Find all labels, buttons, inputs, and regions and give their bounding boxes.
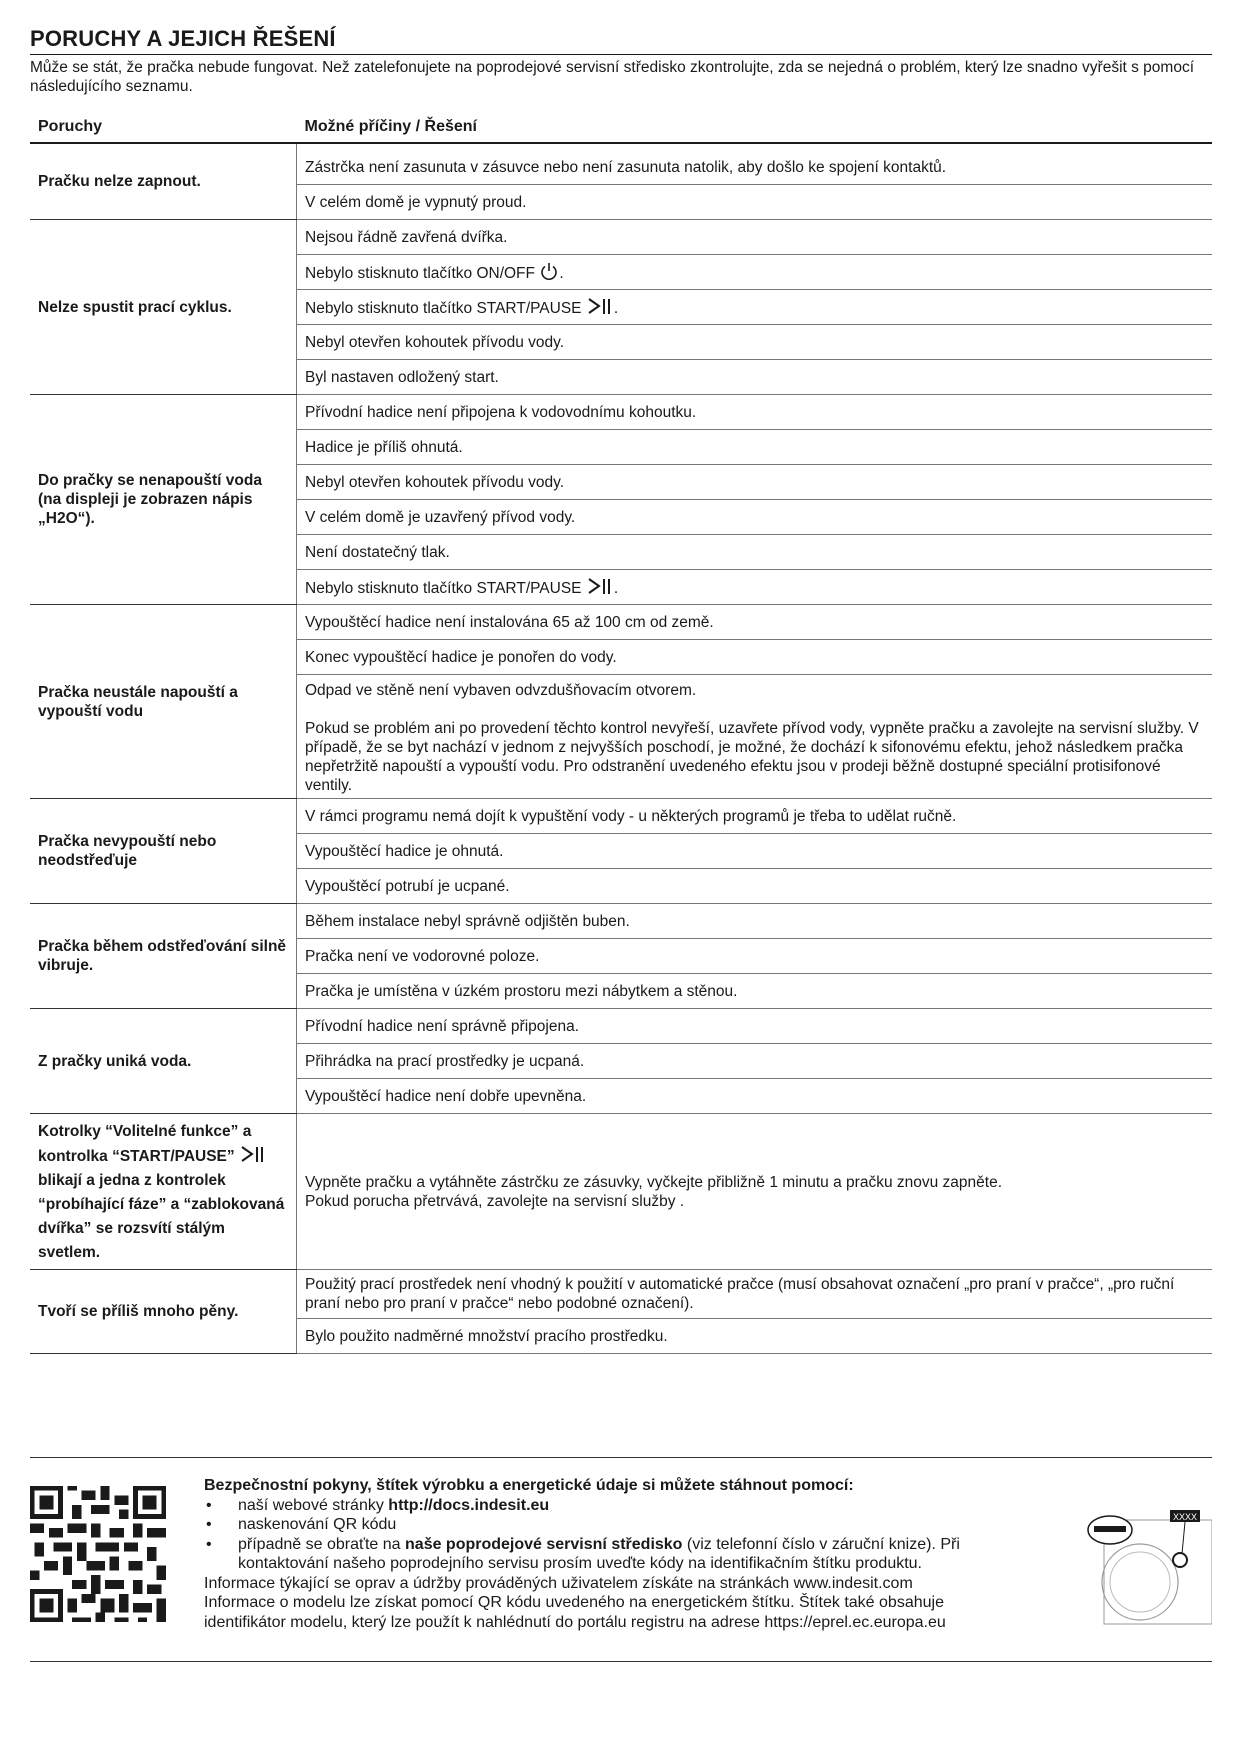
solution-text: Nebylo stisknuto tlačítko START/PAUSE xyxy=(305,300,582,317)
solution-cell: Nebylo stisknuto tlačítko ON/OFF . xyxy=(297,255,1213,290)
solution-cell: V celém domě je vypnutý proud. xyxy=(297,185,1213,220)
fault-text: blikají a jedna z kontrolek “probíhající fáze” a “zablokovaná dvířka” se rozsvítí stálým svetlem. xyxy=(38,1172,285,1261)
power-icon xyxy=(539,261,559,281)
washer-label-illustration xyxy=(1084,1490,1212,1630)
fault-text: Kotrolky “Volitelné funkce” a kontrolka “START/PAUSE” xyxy=(38,1123,252,1165)
solution-cell: Zástrčka není zasunuta v zásuvce nebo není zasunuta natolik, aby došlo ke spojení kontaktů. xyxy=(297,150,1213,185)
download-list xyxy=(204,1496,1024,1574)
download-info xyxy=(204,1476,1024,1632)
fault-cell: Pračka během odstřeďování silně vibruje. xyxy=(30,904,297,1009)
list-item-text: (viz telefonní číslo v záruční knize). Při kontaktování našeho poprodejního servisu prosím uveďte kódy na identifikačním štítku produktu. xyxy=(238,1535,960,1572)
repair-info: Informace týkající se oprav a údržby prováděných uživatelem získáte na stránkách www.indesit.com xyxy=(204,1574,913,1592)
play-pause-icon xyxy=(586,296,614,316)
solution-cell: Přihrádka na prací prostředky je ucpaná. xyxy=(297,1044,1213,1079)
solution-cell: Nebylo stisknuto tlačítko START/PAUSE . xyxy=(297,290,1213,325)
solution-cell: Pračka není ve vodorovné poloze. xyxy=(297,939,1213,974)
list-item-text: naší webové stránky xyxy=(238,1496,389,1514)
solution-cell: Použitý prací prostředek není vhodný k použití v automatické pračce (musí obsahovat označení „pro praní v pračce“, „pro ruční praní nebo pro praní v pračce“ nebo podobné označení). xyxy=(297,1270,1213,1319)
list-item: • naskenování QR kódu xyxy=(204,1515,1024,1535)
solution-text: Odpad ve stěně není vybaven odvzdušňovacím otvorem. xyxy=(305,682,697,699)
solution-cell xyxy=(297,675,1213,799)
fault-cell: Pračka neustále napouští a vypouští vodu xyxy=(30,605,297,799)
docs-link[interactable]: http://docs.indesit.eu xyxy=(388,1496,550,1514)
solution-text: Pokud porucha přetrvává, zavolejte na servisní služby . xyxy=(305,1192,685,1210)
fault-cell: Pračku nelze zapnout. xyxy=(30,143,297,220)
solution-cell: Během instalace nebyl správně odjištěn buben. xyxy=(297,904,1213,939)
service-center-text: naše poprodejové servisní středisko xyxy=(405,1535,683,1553)
fault-cell xyxy=(30,1114,297,1270)
header-solution: Možné příčiny / Řešení xyxy=(297,114,1213,143)
header-fault: Poruchy xyxy=(30,114,297,143)
solution-cell: Pračka je umístěna v úzkém prostoru mezi nábytkem a stěnou. xyxy=(297,974,1213,1009)
solution-cell: Vypouštěcí hadice není dobře upevněna. xyxy=(297,1079,1213,1114)
page xyxy=(30,26,1212,1354)
solution-cell: Nebyl otevřen kohoutek přívodu vody. xyxy=(297,465,1213,500)
solution-cell: Vypouštěcí hadice není instalována 65 až 100 cm od země. xyxy=(297,605,1213,640)
solution-cell: V celém domě je uzavřený přívod vody. xyxy=(297,500,1213,535)
list-item xyxy=(204,1496,1024,1516)
solution-cell: Vypouštěcí hadice je ohnutá. xyxy=(297,834,1213,869)
solution-cell: Konec vypouštěcí hadice je ponořen do vody. xyxy=(297,640,1213,675)
solution-text: Vypněte pračku a vytáhněte zástrčku ze zásuvky, vyčkejte přibližně 1 minutu a pračku znovu zapněte. xyxy=(305,1173,1003,1191)
solution-cell: Nebyl otevřen kohoutek přívodu vody. xyxy=(297,325,1213,360)
qr-code-icon xyxy=(30,1486,166,1622)
troubleshooting-table xyxy=(30,114,1212,1354)
model-info: Informace o modelu lze získat pomocí QR kódu uvedeného na energetickém štítku. Štítek také obsahuje identifikátor modelu, který lze použít k nahlédnutí do portálu registru na adrese https://eprel.ec.europa.eu xyxy=(204,1594,946,1631)
solution-cell: Není dostatečný tlak. xyxy=(297,535,1213,570)
solution-cell: Nejsou řádně zavřená dvířka. xyxy=(297,220,1213,255)
fault-cell: Nelze spustit prací cyklus. xyxy=(30,220,297,395)
list-item xyxy=(204,1535,1024,1574)
solution-cell: Nebylo stisknuto tlačítko START/PAUSE . xyxy=(297,570,1213,605)
solution-cell: V rámci programu nemá dojít k vypuštění vody - u některých programů je třeba to udělat ručně. xyxy=(297,799,1213,834)
solution-cell: Byl nastaven odložený start. xyxy=(297,360,1213,395)
footer xyxy=(30,1457,1212,1662)
fault-cell: Pračka nevypouští nebo neodstřeďuje xyxy=(30,799,297,904)
fault-cell: Do pračky se nenapouští voda (na displeji je zobrazen nápis „H2O“). xyxy=(30,395,297,605)
solution-text: Nebylo stisknuto tlačítko ON/OFF xyxy=(305,265,535,282)
page-title: PORUCHY A JEJICH ŘEŠENÍ xyxy=(30,26,1212,55)
solution-cell: Přívodní hadice není správně připojena. xyxy=(297,1009,1213,1044)
solution-cell xyxy=(297,1114,1213,1270)
solution-cell: Vypouštěcí potrubí je ucpané. xyxy=(297,869,1213,904)
solution-cell: Hadice je příliš ohnutá. xyxy=(297,430,1213,465)
table-header-row xyxy=(30,114,1212,143)
play-pause-icon xyxy=(239,1144,267,1164)
solution-cell: Přívodní hadice není připojena k vodovodnímu kohoutku. xyxy=(297,395,1213,430)
play-pause-icon xyxy=(586,576,614,596)
solution-text: Nebylo stisknuto tlačítko START/PAUSE xyxy=(305,580,582,597)
fault-cell: Tvoří se příliš mnoho pěny. xyxy=(30,1270,297,1354)
intro-text: Může se stát, že pračka nebude fungovat. Než zatelefonujete na poprodejové servisní středisko zkontrolujte, zda se nejedná o problém, který lze snadno vyřešit s pomocí následujícího seznamu. xyxy=(30,59,1195,95)
fault-cell: Z pračky uniká voda. xyxy=(30,1009,297,1114)
list-item-text: případně se obraťte na xyxy=(238,1535,406,1553)
solution-cell: Bylo použito nadměrné množství pracího prostředku. xyxy=(297,1319,1213,1354)
download-heading: Bezpečnostní pokyny, štítek výrobku a energetické údaje si můžete stáhnout pomocí: xyxy=(204,1477,854,1494)
label-code-text: XXXX xyxy=(1172,1512,1198,1522)
solution-note: Pokud se problém ani po provedení těchto kontrol nevyřeší, uzavřete přívod vody, vypněte pračku a zavolejte na servisní služby. V případě, že se byt nachází v jednom z nejvyšších poschodí, je možné, že dochází k sifonovému efektu, jehož následkem pračka nepřetržitě napouští a vypouští vodu. Pro odstranění uvedeného efektu jsou v prodeji běžně dostupné speciální protisifonové ventily. xyxy=(305,720,1199,794)
